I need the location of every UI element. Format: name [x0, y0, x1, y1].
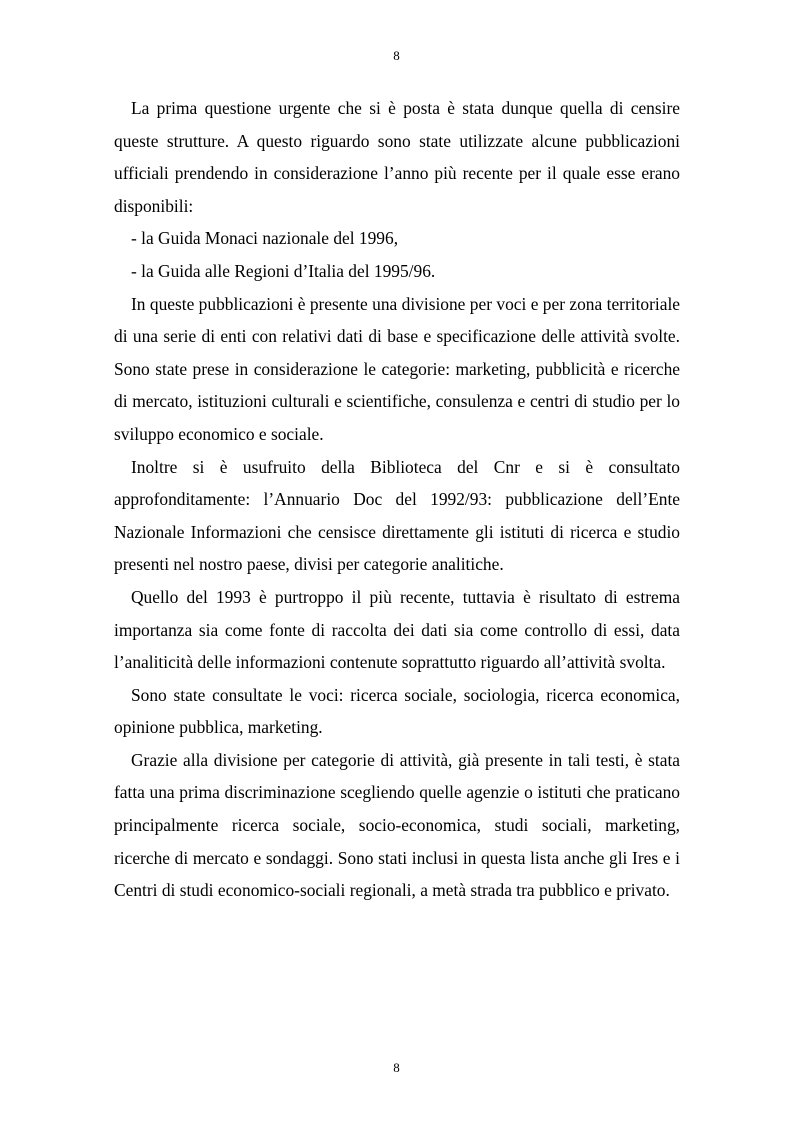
paragraph-annuario-1993: Quello del 1993 è purtroppo il più recente, tuttavia è risultato di estrema importanza sia come fonte di raccolta dei dati sia come controllo di essi, data l’analiticità delle informazioni contenute soprattutto riguardo all’attività svolta.	[114, 586, 680, 673]
paragraph-discriminazione: Grazie alla divisione per categorie di attività, già presente in tali testi, è stata fatta una prima discriminazione scegliendo quelle agenzie o istituti che praticano principalmente ricerca sociale, socio-economica, studi sociali, marketing, ricerche di mercato e sondaggi. Sono stati inclusi in questa lista anche gli Ires e i Centri di studi economico-sociali regionali, a metà strada tra pubblico e privato.	[114, 749, 680, 901]
document-body	[114, 92, 680, 907]
page-number-bottom: 8	[393, 1060, 400, 1075]
page-number-top: 8	[393, 48, 400, 63]
list-item-guida-monaci: - la Guida Monaci nazionale del 1996,	[131, 228, 399, 249]
paragraph-intro: La prima questione urgente che si è posta è stata dunque quella di censire queste strutture. A questo riguardo sono state utilizzate alcune pubblicazioni ufficiali prendendo in considerazione l’anno più recente per il quale esse erano disponibili:	[114, 98, 680, 216]
paragraph-voci-consultate: Sono state consultate le voci: ricerca sociale, sociologia, ricerca economica, opinione pubblica, marketing.	[114, 684, 680, 738]
paragraph-biblioteca-cnr: Inoltre si è usufruito della Biblioteca del Cnr e si è consultato approfonditamente: l’Annuario Doc del 1992/93: pubblicazione dell’Ente Nazionale Informazioni che censisce direttamente gli istituti di ricerca e studio presenti nel nostro paese, divisi per categorie analitiche.	[114, 456, 680, 575]
list-item-guida-regioni: - la Guida alle Regioni d’Italia del 1995/96.	[131, 260, 436, 281]
paragraph-publications: In queste pubblicazioni è presente una divisione per voci e per zona territoriale di una serie di enti con relativi dati di base e specificazione delle attività svolte. Sono state prese in considerazione le categorie: marketing, pubblicità e ricerche di mercato, istituzioni culturali e scientifiche, consulenza e centri di studio per lo sviluppo economico e sociale.	[114, 293, 680, 444]
